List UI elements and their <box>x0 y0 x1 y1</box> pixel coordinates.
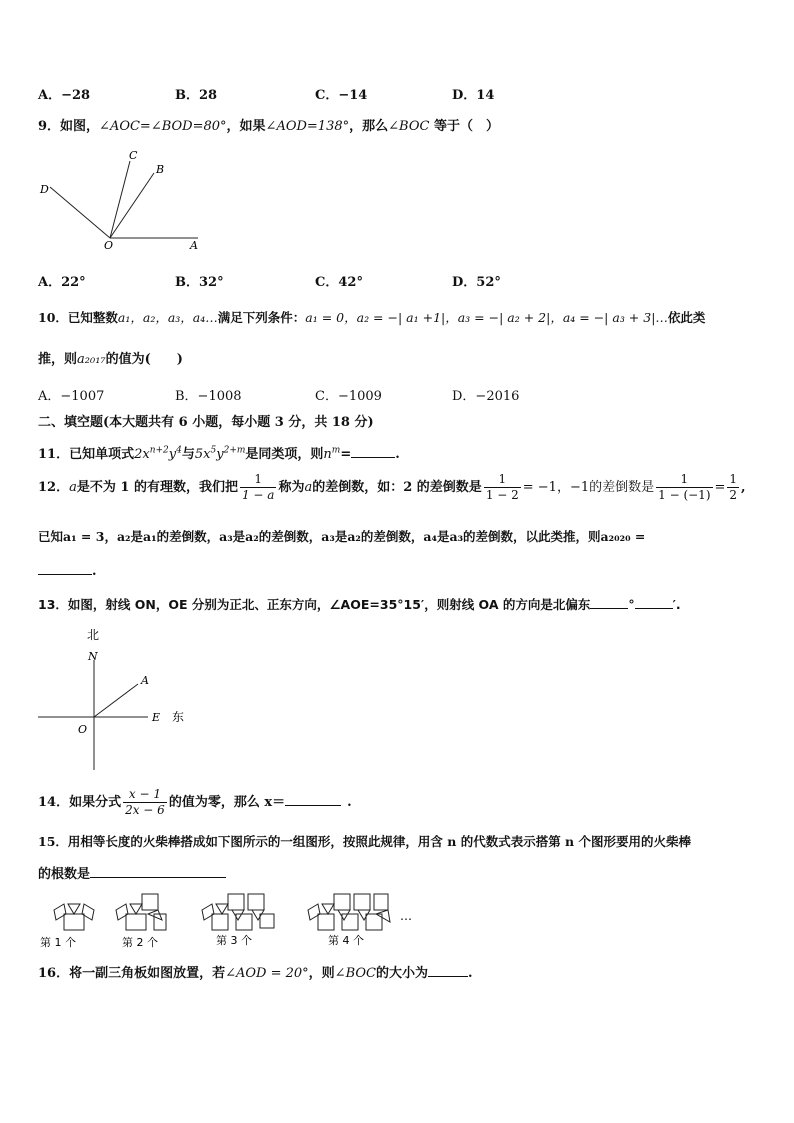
q14-end: . <box>347 795 352 810</box>
q10-line2-pre: 推，则 <box>38 352 78 367</box>
q8-option-a[interactable]: A．−28 <box>38 88 91 103</box>
q9-stem <box>38 115 499 134</box>
q12-end: . <box>92 564 97 579</box>
label-north-cn: 北 <box>87 628 100 642</box>
label-n: N <box>88 650 98 663</box>
q9-option-a[interactable]: A．22° <box>38 275 86 290</box>
q15-line2-text: 的根数是 <box>38 867 91 882</box>
q10-target: a₂₀₁₇ <box>77 352 106 367</box>
q16-end: . <box>467 966 473 981</box>
matchstick-figure-3 <box>202 894 274 930</box>
q14-line <box>38 787 352 818</box>
q14-tail: 的值为零，那么 x＝ <box>168 795 286 810</box>
q13-minute-blank[interactable] <box>635 596 673 609</box>
q16-answer-blank[interactable] <box>428 964 468 977</box>
matchstick-figure-2 <box>116 894 166 930</box>
q12-pre: 12． <box>38 480 70 495</box>
q9-stem-pre: 9．如图， <box>38 119 100 134</box>
q12-answer-blank[interactable] <box>38 562 92 575</box>
q12-line1: 12．a是不为 1 的有理数，我们把 $\frac{1}{1 - a}$ 称为a的差倒数，如：2 的差倒数是 $\frac{1}{1 - 2}$ = −1，−1的差倒数是 $\frac{1}{1 - (-1)}$ = $\frac{1}{2}$ , <box>38 472 746 502</box>
q11-line: 11．已知单项式$2x^{n+2}y^4$与$5x^5y^{2+m}$是同类项，则$n^m=$ . <box>38 445 400 462</box>
label-e: E <box>152 711 161 724</box>
q9-cond2: ∠AOD=138° <box>265 119 350 134</box>
ray-ob <box>110 173 154 238</box>
q10-option-c[interactable]: C．−1009 <box>315 389 382 404</box>
q16-mid: ，则 <box>308 966 335 981</box>
label-d: D <box>40 183 49 196</box>
q15-caption-1: 第 1 个 <box>40 936 76 949</box>
label-c: C <box>129 149 138 162</box>
q15-line2 <box>38 863 226 882</box>
label-o: O <box>104 239 114 252</box>
q12-text-a: 是不为 1 的有理数，我们把 <box>76 480 238 495</box>
q8-option-d[interactable]: D．14 <box>452 88 495 103</box>
matchstick-figure-1 <box>54 904 94 930</box>
label-a: A <box>141 674 149 687</box>
q13-min: ′. <box>672 597 681 612</box>
q12-frac4: $\frac{1}{2}$ <box>729 472 738 502</box>
q11-eq: = <box>340 447 352 462</box>
ray-oa <box>94 684 138 717</box>
q10-conds: a₁ = 0，a₂ = −| a₁ +1|，a₃ = −| a₂ + 2|，a₄ = −| a₃ + 3|… <box>305 310 668 325</box>
q15-caption-3: 第 3 个 <box>216 934 252 947</box>
q13-direction-figure <box>30 622 210 772</box>
q15-matchstick-figures <box>36 890 436 950</box>
q9-mid2: ，那么 <box>349 119 389 134</box>
q15-ellipsis: … <box>400 909 412 923</box>
q8-option-b[interactable]: B．28 <box>175 88 218 103</box>
q12-frac1: $\frac{1}{1 - a}$ <box>241 472 275 502</box>
q10-option-d[interactable]: D．−2016 <box>452 389 520 404</box>
q10-option-a[interactable]: A．−1007 <box>38 389 105 404</box>
q10-line1 <box>38 308 705 326</box>
q14-frac: $\frac{x - 1}{2x - 6}$ <box>125 787 165 817</box>
q10-seq: a₁，a₂，a₃，a₄… <box>117 310 218 325</box>
label-east-cn: 东 <box>172 710 185 724</box>
q9-option-d[interactable]: D．52° <box>452 275 501 290</box>
q10-line2-tail: 的值为( ) <box>105 352 183 367</box>
q12-frac3: $\frac{1}{1 - (-1)}$ <box>658 472 711 502</box>
q9-mid: ，如果 <box>226 119 266 134</box>
q11-tail: 是同类项，则 <box>245 447 324 462</box>
q16-tail: 的大小为 <box>375 966 428 981</box>
q11-answer-blank[interactable] <box>351 445 395 458</box>
label-b: B <box>156 163 165 176</box>
label-o: O <box>78 723 88 736</box>
q16-angle: ∠BOC <box>334 966 376 981</box>
q11-end: . <box>395 447 400 462</box>
q14-answer-blank[interactable] <box>285 793 341 806</box>
q15-answer-blank[interactable] <box>90 865 226 878</box>
q8-option-c[interactable]: C．−14 <box>315 88 368 103</box>
q9-tail: 等于（ ） <box>429 119 499 134</box>
label-a: A <box>190 239 198 252</box>
q15-caption-2: 第 2 个 <box>122 936 158 949</box>
q12-text-b: 称为 <box>278 480 305 495</box>
q12-var-a2: a <box>304 480 313 495</box>
q11-mid: 与 <box>181 447 195 462</box>
q13-text: 13．如图，射线 ON，OE 分别为正北、正东方向，∠AOE=35°15′，则射线 OA 的方向是北偏东 <box>38 597 591 612</box>
section-fill-in-title: 二、填空题(本大题共有 6 小题，每小题 3 分，共 18 分) <box>38 415 374 430</box>
q15-caption-4: 第 4 个 <box>328 934 364 947</box>
ray-od <box>50 187 110 238</box>
q9-angle-figure <box>30 145 210 253</box>
q12-frac2: $\frac{1}{1 - 2}$ <box>485 472 519 502</box>
q12-text-d: = −1，−1的差倒数是 <box>522 480 655 495</box>
q16-line <box>38 962 473 981</box>
q9-angle: ∠BOC <box>388 119 430 134</box>
q15-line1: 15．用相等长度的火柴棒搭成如下图所示的一组图形，按照此规律，用含 n 的代数式表示搭第 n 个图形要用的火柴棒 <box>38 834 691 849</box>
q12-text-c: 的差倒数，如：2 的差倒数是 <box>312 480 482 495</box>
q10-mid: 满足下列条件： <box>217 310 306 325</box>
q13-degree-blank[interactable] <box>590 596 628 609</box>
q12-line2: 已知a₁ = 3，a₂是a₁的差倒数，a₃是a₂的差倒数，a₃是a₂的差倒数，a₄是a₃的差倒数，以此类推，则a₂₀₂₀ = <box>38 529 646 544</box>
q12-var-a: a <box>69 480 77 495</box>
q10-option-b[interactable]: B．−1008 <box>175 389 242 404</box>
q16-cond: ∠AOD = 20° <box>225 966 309 981</box>
q14-pre: 14．如果分式 <box>38 795 122 810</box>
q16-pre: 16．将一副三角板如图放置，若 <box>38 966 226 981</box>
q9-option-b[interactable]: B．32° <box>175 275 224 290</box>
q13-deg: ° <box>628 597 635 612</box>
q9-option-c[interactable]: C．42° <box>315 275 363 290</box>
q10-pre: 10．已知整数 <box>38 310 118 325</box>
matchstick-figure-4 <box>308 894 390 930</box>
q11-pre: 11．已知单项式 <box>38 447 135 462</box>
q12-line3 <box>38 562 97 579</box>
ray-oc <box>110 161 130 238</box>
q9-cond1: ∠AOC=∠BOD=80° <box>99 119 227 134</box>
q10-line2 <box>38 348 183 367</box>
q10-line1-tail: 依此类 <box>667 310 706 325</box>
q13-line <box>38 595 681 613</box>
